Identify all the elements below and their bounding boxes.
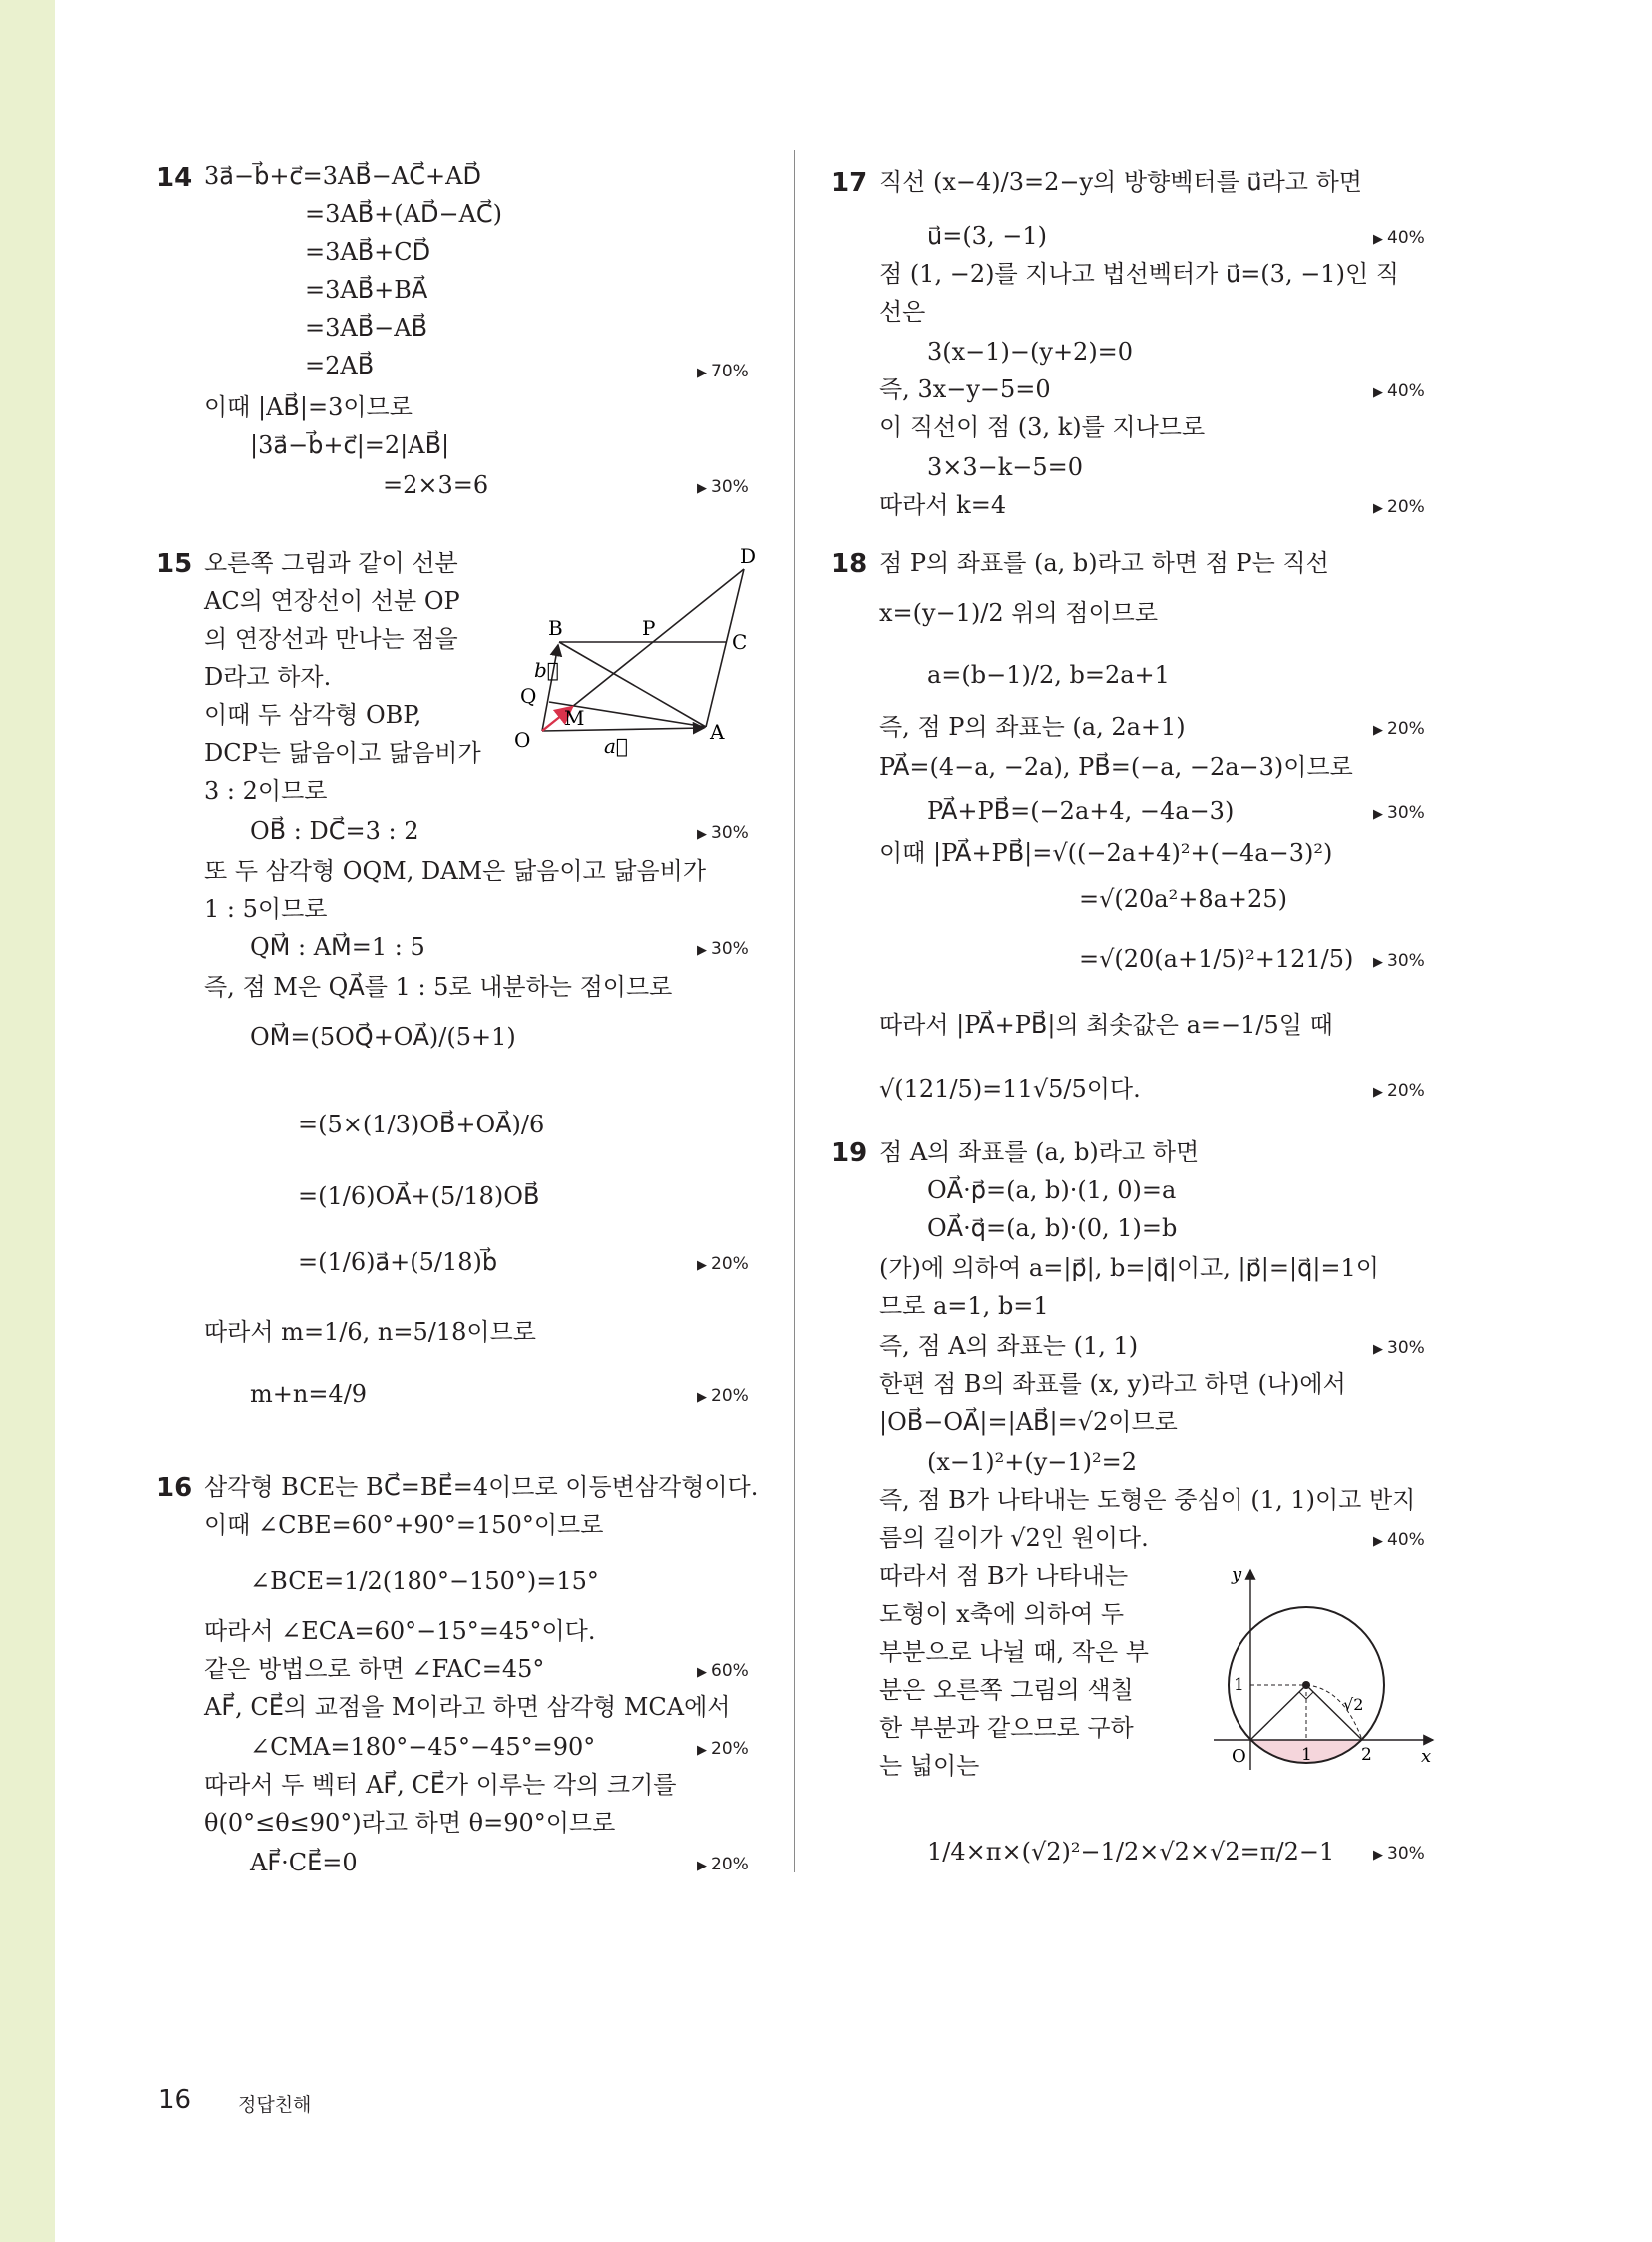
p17-line: 이 직선이 점 (3, k)를 지나므로 [879, 413, 1206, 441]
problem-number: 14 [156, 163, 193, 193]
score-percent: ▶ 20% [697, 1254, 749, 1274]
p17-line: u⃗=(3, −1) [927, 222, 1047, 250]
p18-line: a=(b−1)/2, b=2a+1 [927, 661, 1170, 689]
p19-line: 점 A의 좌표를 (a, b)라고 하면 [879, 1138, 1200, 1166]
problem-number: 15 [156, 549, 193, 579]
column-divider [794, 150, 795, 1872]
p16-line: 삼각형 BCE는 BC⃗=BE⃗=4이므로 이등변삼각형이다. [204, 1473, 759, 1501]
p14-line: |3a⃗−b⃗+c⃗|=2|AB⃗| [250, 431, 450, 459]
p17-line: 직선 (x−4)/3=2−y의 방향벡터를 u⃗라고 하면 [879, 168, 1362, 196]
p15-line: =(1/6)OA⃗+(5/18)OB⃗ [298, 1182, 540, 1210]
score-percent: ▶ 40% [1373, 228, 1425, 248]
score-percent: ▶ 20% [1373, 719, 1425, 739]
p14-line: 이때 |AB⃗|=3이므로 [204, 393, 413, 421]
label-Q: Q [520, 684, 537, 708]
page-number: 16 [158, 2085, 192, 2115]
p18-line: x=(y−1)/2 위의 점이므로 [879, 599, 1159, 627]
p18-line: 점 P의 좌표를 (a, b)라고 하면 점 P는 직선 [879, 549, 1329, 577]
p17-line: 선은 [879, 298, 926, 326]
p15-line: m+n=4/9 [250, 1380, 368, 1408]
p18-line: √(121/5)=11√5/5이다. [879, 1075, 1141, 1103]
label-C: C [732, 630, 748, 654]
p16-line: 따라서 두 벡터 AF⃗, CE⃗가 이루는 각의 크기를 [204, 1771, 677, 1799]
score-percent: ▶ 40% [1373, 1530, 1425, 1550]
p15-line: 따라서 m=1/6, n=5/18이므로 [204, 1318, 536, 1346]
score-percent: ▶ 60% [697, 1661, 749, 1681]
footer-label: 정답친해 [238, 2094, 312, 2116]
score-percent: ▶ 30% [1373, 1338, 1425, 1358]
p17-line: 따라서 k=4 [879, 491, 1007, 519]
score-percent: ▶ 70% [697, 362, 749, 381]
label-O: O [514, 728, 531, 752]
p19-line: 름의 길이가 √2인 원이다. [879, 1524, 1149, 1552]
p16-line: θ(0°≤θ≤90°)라고 하면 θ=90°이므로 [204, 1809, 616, 1837]
p16-line: AF⃗, CE⃗의 교점을 M이라고 하면 삼각형 MCA에서 [204, 1693, 731, 1721]
label-y: y [1232, 1564, 1242, 1585]
label-O: O [1232, 1746, 1246, 1767]
score-percent: ▶ 30% [697, 823, 749, 843]
score-percent: ▶ 30% [1373, 803, 1425, 823]
label-x: x [1421, 1746, 1432, 1767]
p16-line: ∠CMA=180°−45°−45°=90° [250, 1733, 596, 1761]
label-B: B [548, 616, 563, 640]
p19-figure [1204, 1560, 1443, 1782]
score-percent: ▶ 30% [697, 477, 749, 497]
score-percent: ▶ 20% [1373, 1081, 1425, 1101]
problem-number: 18 [831, 549, 868, 579]
p16-line: 같은 방법으로 하면 ∠FAC=45° [204, 1655, 545, 1683]
p15-line: OM⃗=(5OQ⃗+OA⃗)/(5+1) [250, 1023, 516, 1051]
p17-line: 3(x−1)−(y+2)=0 [927, 338, 1134, 366]
p19-line: 한편 점 B의 좌표를 (x, y)라고 하면 (나)에서 [879, 1370, 1346, 1398]
p19-line: 는 넓이는 [879, 1752, 980, 1780]
score-percent: ▶ 20% [697, 1386, 749, 1406]
p19-line: 한 부분과 같으므로 구하 [879, 1714, 1134, 1742]
p15-line: D라고 하자. [204, 663, 332, 691]
p14-line: =3AB⃗+BA⃗ [305, 276, 428, 304]
label-sqrt2: √2 [1343, 1695, 1364, 1714]
center-point [1302, 1681, 1310, 1689]
score-percent: ▶ 20% [697, 1855, 749, 1874]
p19-line: 므로 a=1, b=1 [879, 1292, 1049, 1320]
p18-line: =√(20a²+8a+25) [1079, 885, 1287, 913]
label-A: A [710, 720, 725, 744]
p19-line: |OB⃗−OA⃗|=|AB⃗|=√2이므로 [879, 1408, 1178, 1436]
label-M: M [564, 706, 585, 730]
p14-line: =3AB⃗−AB⃗ [305, 314, 428, 342]
label-a: a⃗ [604, 734, 628, 758]
p19-line: OA⃗·p⃗=(a, b)·(1, 0)=a [927, 1176, 1177, 1204]
p15-line: 1 : 5이므로 [204, 895, 328, 923]
p16-line: AF⃗·CE⃗=0 [250, 1849, 358, 1876]
p16-line: 따라서 ∠ECA=60°−15°=45°이다. [204, 1617, 596, 1645]
p18-line: 이때 |PA⃗+PB⃗|=√((−2a+4)²+(−4a−3)²) [879, 839, 1333, 867]
problem-number: 17 [831, 168, 868, 198]
p19-line: 1/4×π×(√2)²−1/2×√2×√2=π/2−1 [927, 1838, 1335, 1866]
p18-line: 따라서 |PA⃗+PB⃗|의 최솟값은 a=−1/5일 때 [879, 1011, 1333, 1039]
score-percent: ▶ 30% [1373, 951, 1425, 971]
p15-line: 또 두 삼각형 OQM, DAM은 닮음이고 닮음비가 [204, 857, 707, 885]
p14-line: 3a⃗−b⃗+c⃗=3AB⃗−AC⃗+AD⃗ [204, 162, 481, 190]
p14-line: =2×3=6 [383, 471, 489, 499]
p18-line: PA⃗+PB⃗=(−2a+4, −4a−3) [927, 797, 1235, 825]
p19-line: OA⃗·q⃗=(a, b)·(0, 1)=b [927, 1214, 1178, 1242]
score-percent: ▶ 40% [1373, 381, 1425, 401]
score-percent: ▶ 30% [697, 939, 749, 959]
p18-line: PA⃗=(4−a, −2a), PB⃗=(−a, −2a−3)이므로 [879, 753, 1353, 781]
score-percent: ▶ 20% [1373, 497, 1425, 517]
p15-line: 즉, 점 M은 QA⃗를 1 : 5로 내분하는 점이므로 [204, 973, 673, 1001]
p15-line: OB⃗ : DC⃗=3 : 2 [250, 817, 419, 845]
label-P: P [642, 616, 656, 640]
label-1-x: 1 [1301, 1745, 1312, 1765]
score-percent: ▶ 30% [1373, 1844, 1425, 1864]
p16-line: ∠BCE=1/2(180°−150°)=15° [250, 1567, 599, 1595]
p15-line: =(1/6)a⃗+(5/18)b⃗ [298, 1248, 498, 1276]
p17-line: 즉, 3x−y−5=0 [879, 375, 1051, 403]
p17-line: 점 (1, −2)를 지나고 법선벡터가 u⃗=(3, −1)인 직 [879, 260, 1399, 288]
p19-line: 도형이 x축에 의하여 두 [879, 1600, 1125, 1628]
label-b: b⃗ [534, 658, 559, 682]
p15-line: 3 : 2이므로 [204, 777, 328, 805]
p15-line: 의 연장선과 만나는 점을 [204, 625, 458, 653]
radius-to-origin [1250, 1685, 1306, 1740]
p15-line: AC의 연장선이 선분 OP [204, 587, 460, 615]
p17-line: 3×3−k−5=0 [927, 453, 1084, 481]
p18-line: 즉, 점 P의 좌표는 (a, 2a+1) [879, 713, 1186, 741]
p15-line: =(5×(1/3)OB⃗+OA⃗)/6 [298, 1111, 545, 1138]
p14-line: =3AB⃗+CD⃗ [305, 238, 431, 266]
p14-line: =2AB⃗ [305, 352, 375, 379]
p15-line: 오른쪽 그림과 같이 선분 [204, 549, 458, 577]
problem-number: 19 [831, 1138, 868, 1168]
p19-line: (x−1)²+(y−1)²=2 [927, 1448, 1138, 1476]
score-percent: ▶ 20% [697, 1739, 749, 1759]
p18-line: =√(20(a+1/5)²+121/5) [1079, 945, 1354, 973]
problem-number: 16 [156, 1473, 193, 1503]
label-1-y: 1 [1234, 1675, 1244, 1695]
p14-line: =3AB⃗+(AD⃗−AC⃗) [305, 200, 503, 228]
p19-line: (가)에 의하여 a=|p⃗|, b=|q⃗|이고, |p⃗|=|q⃗|=1이 [879, 1254, 1379, 1282]
p15-line: QM⃗ : AM⃗=1 : 5 [250, 933, 425, 961]
p15-line: 이때 두 삼각형 OBP, [204, 701, 422, 729]
label-2-x: 2 [1361, 1745, 1372, 1765]
p19-line: 즉, 점 B가 나타내는 도형은 중심이 (1, 1)이고 반지 [879, 1486, 1416, 1514]
p16-line: 이때 ∠CBE=60°+90°=150°이므로 [204, 1511, 604, 1539]
p19-line: 분은 오른쪽 그림의 색칠 [879, 1676, 1134, 1704]
p19-line: 따라서 점 B가 나타내는 [879, 1562, 1129, 1590]
label-D: D [740, 547, 757, 568]
p15-line: DCP는 닮음이고 닮음비가 [204, 739, 481, 767]
p19-line: 부분으로 나뉠 때, 작은 부 [879, 1638, 1149, 1666]
side-color-band [0, 0, 55, 2242]
p19-line: 즉, 점 A의 좌표는 (1, 1) [879, 1332, 1139, 1360]
p15-figure [514, 547, 764, 767]
